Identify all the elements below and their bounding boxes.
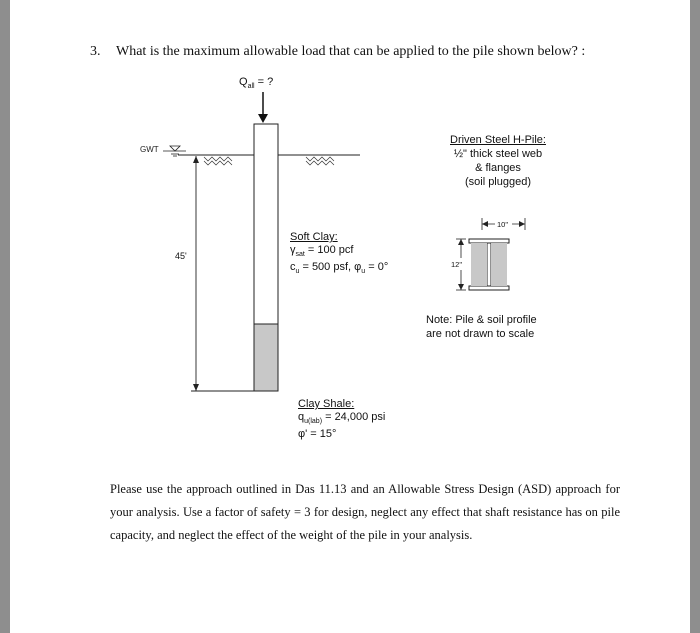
load-symbol: Q (239, 76, 248, 88)
soft-clay-unit-weight: $\gamma_{sat} = 100$ pcf (290, 244, 354, 259)
section-depth-label: 12" (451, 260, 463, 269)
question-number: 3. (90, 44, 101, 59)
clay-shale-description (298, 398, 385, 441)
groundwater-table-marker (140, 145, 186, 156)
flange-width-dimension (482, 218, 525, 230)
soil-hatch-right (306, 157, 334, 165)
pile (254, 124, 278, 391)
gwt-label: GWT (140, 145, 159, 154)
scale-note-line-1: Note: Pile & soil profile (426, 314, 537, 326)
soft-clay-description (290, 231, 388, 278)
soil-hatch-left (204, 157, 232, 165)
h-pile-line-1: ½" thick steel web (453, 148, 543, 160)
clay-shale-title: Clay Shale: (298, 398, 355, 410)
load-value: = ? (254, 76, 274, 88)
depth-label: 45' (175, 251, 187, 261)
clay-shale-friction-angle: φ' = 15° (298, 428, 337, 441)
question-prompt: What is the maximum allowable load that can be applied to the pile shown below? : (116, 44, 586, 59)
soft-clay-title: Soft Clay: (290, 231, 338, 243)
h-pile-line-3: (soil plugged) (464, 176, 532, 188)
h-pile-cross-section (469, 239, 509, 290)
soft-clay-strength: $c_u = 500$ psf, $\varphi_u = 0^\circ$ (290, 261, 389, 276)
instructions-paragraph: Please use the approach outlined in Das 11.13 and an Allowable Stress Design (ASD) approach for your analysis. Use a factor of safety = 3 for design, neglect any effect that shaft resistance has on pile capacity, and neglect the effect of the weight of the pile in your analysis. (110, 482, 620, 542)
depth-dimension (175, 156, 254, 391)
flange-width-label: 10" (497, 220, 509, 229)
worksheet-page (10, 0, 690, 633)
load-subscript: all (247, 83, 255, 91)
scale-note-line-2: are not drawn to scale (426, 328, 535, 340)
h-pile-title: Driven Steel H-Pile: (450, 134, 546, 146)
pile-embedment-shaded (254, 324, 278, 391)
clay-shale-strength: $q_{u(lab)} = 24,000$ psi (298, 411, 386, 426)
load-arrow (258, 92, 268, 123)
load-label (239, 76, 273, 90)
section-depth-dimension (450, 239, 466, 290)
h-pile-description (435, 133, 561, 189)
scale-note (426, 313, 537, 341)
h-pile-line-2: & flanges (475, 162, 521, 174)
